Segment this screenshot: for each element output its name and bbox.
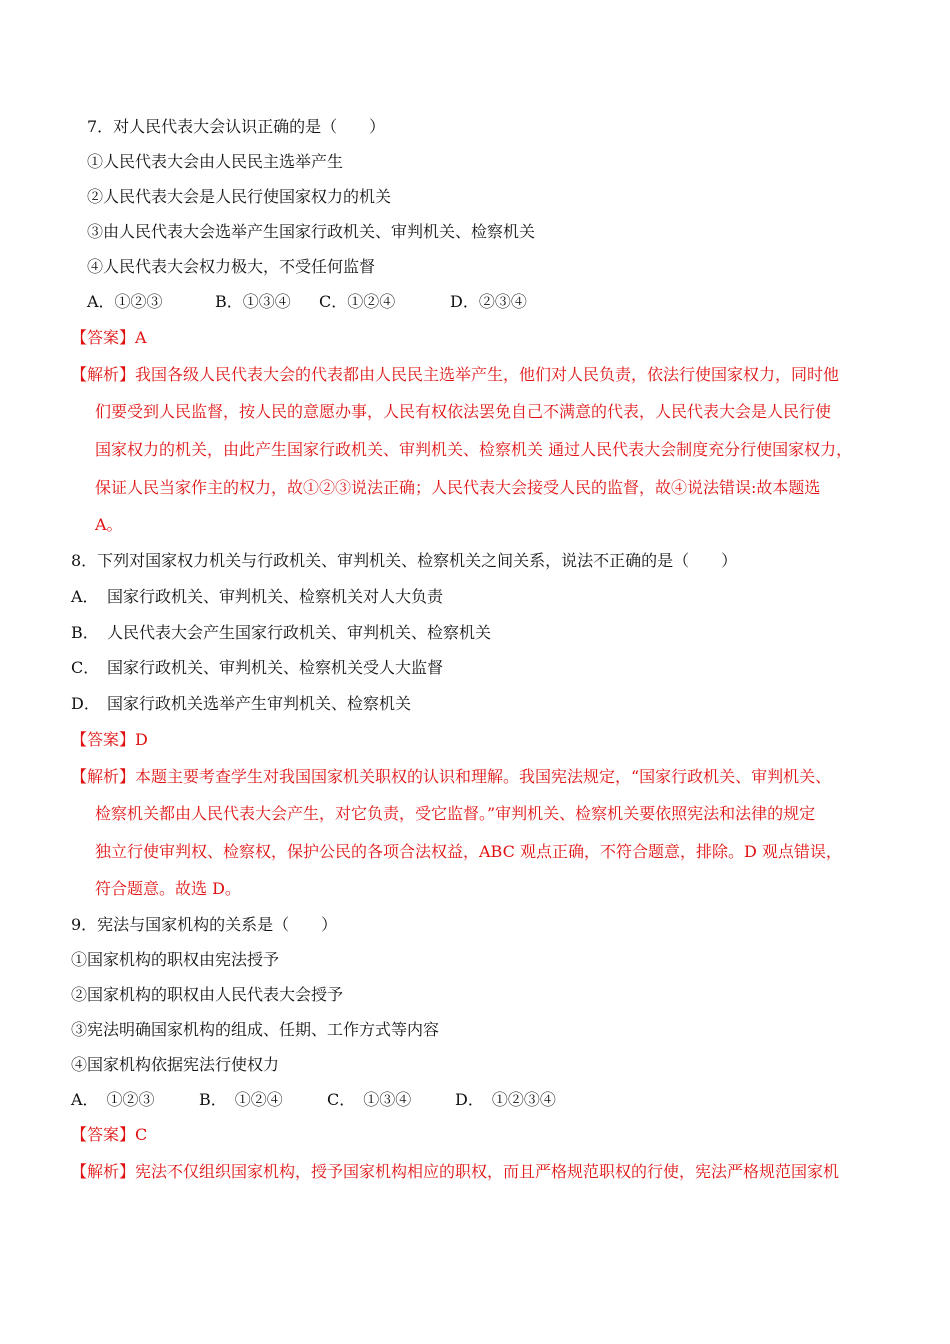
- q8-analysis-line-2: 检察机关都由人民代表大会产生，对它负责，受它监督。”审判机关、检察机关要依照宪法和法律的规定: [95, 804, 816, 823]
- q7-item-4: ④人民代表大会权力极大，不受任何监督: [87, 257, 376, 276]
- q7-option-a: A．①②③: [87, 292, 163, 311]
- q9-options: [71, 1090, 556, 1110]
- q9-option-d: D． ①②③④: [455, 1090, 556, 1109]
- q9-option-a: A． ①②③: [71, 1090, 155, 1109]
- q7-option-c: C．①②④: [319, 292, 396, 311]
- q8-option-d: [71, 694, 411, 714]
- q7-item-2: ②人民代表大会是人民行使国家权力的机关: [87, 187, 392, 206]
- q9-item-2: ②国家机构的职权由人民代表大会授予: [71, 985, 344, 1004]
- q8-option-c-letter: C．: [71, 658, 100, 677]
- q7-analysis-line-1: 【解析】我国各级人民代表大会的代表都由人民民主选举产生，他们对人民负责，依法行使国家权力，同时他: [71, 365, 840, 384]
- q8-option-d-letter: D．: [71, 694, 100, 713]
- q9-option-b: B． ①②④: [199, 1090, 283, 1109]
- q8-analysis-line-1: 【解析】本题主要考查学生对我国国家机关职权的认识和理解。我国宪法规定，“国家行政机关、审判机关、: [71, 767, 832, 786]
- q9-analysis-line-1: 【解析】宪法不仅组织国家机构，授予国家机构相应的职权，而且严格规范职权的行使，宪法严格规范国家机: [71, 1162, 840, 1181]
- q7-option-d: D．②③④: [450, 292, 527, 311]
- q8-option-b: [71, 623, 491, 643]
- q9-item-3: ③宪法明确国家机构的组成、任期、工作方式等内容: [71, 1020, 440, 1039]
- q9-option-c: C． ①③④: [327, 1090, 412, 1109]
- q7-analysis-line-3: 国家权力的机关，由此产生国家行政机关、审判机关、检察机关 通过人民代表大会制度充分行使国家权力，: [95, 440, 853, 459]
- q8-answer: 【答案】D: [71, 730, 148, 749]
- q8-option-d-text: 国家行政机关选举产生审判机关、检察机关: [107, 694, 412, 713]
- q8-stem: 8．下列对国家权力机关与行政机关、审判机关、检察机关之间关系，说法不正确的是（ ）: [71, 551, 738, 570]
- q8-analysis-line-4: 符合题意。故选 D。: [95, 879, 241, 898]
- q7-options: [87, 292, 527, 312]
- q7-stem: 7．对人民代表大会认识正确的是（ ）: [87, 117, 386, 136]
- q7-analysis-line-5: A。: [95, 515, 123, 534]
- q8-option-c: [71, 658, 443, 678]
- q9-item-1: ①国家机构的职权由宪法授予: [71, 950, 280, 969]
- q8-option-c-text: 国家行政机关、审判机关、检察机关受人大监督: [107, 658, 444, 677]
- q7-item-3: ③由人民代表大会选举产生国家行政机关、审判机关、检察机关: [87, 222, 536, 241]
- q8-analysis-line-3: 独立行使审判权、检察权，保护公民的各项合法权益，ABC 观点正确，不符合题意，排除。D 观点错误，: [95, 842, 842, 861]
- q8-option-a: [71, 587, 443, 607]
- q8-option-b-letter: B．: [71, 623, 99, 642]
- q9-item-4: ④国家机构依据宪法行使权力: [71, 1055, 280, 1074]
- q7-option-b: B．①③④: [215, 292, 291, 311]
- q8-option-b-text: 人民代表大会产生国家行政机关、审判机关、检察机关: [107, 623, 492, 642]
- q8-option-a-text: 国家行政机关、审判机关、检察机关对人大负责: [107, 587, 444, 606]
- q9-answer: 【答案】C: [71, 1125, 148, 1144]
- q7-analysis-line-4: 保证人民当家作主的权力，故①②③说法正确；人民代表大会接受人民的监督，故④说法错误:故本题选: [95, 478, 821, 497]
- q7-item-1: ①人民代表大会由人民民主选举产生: [87, 152, 344, 171]
- q7-answer: 【答案】A: [71, 328, 147, 347]
- q8-option-a-letter: A．: [71, 587, 99, 606]
- q9-stem: 9．宪法与国家机构的关系是（ ）: [71, 915, 338, 934]
- q7-analysis-line-2: 们要受到人民监督，按人民的意愿办事，人民有权依法罢免自己不满意的代表，人民代表大会是人民行使: [95, 402, 832, 421]
